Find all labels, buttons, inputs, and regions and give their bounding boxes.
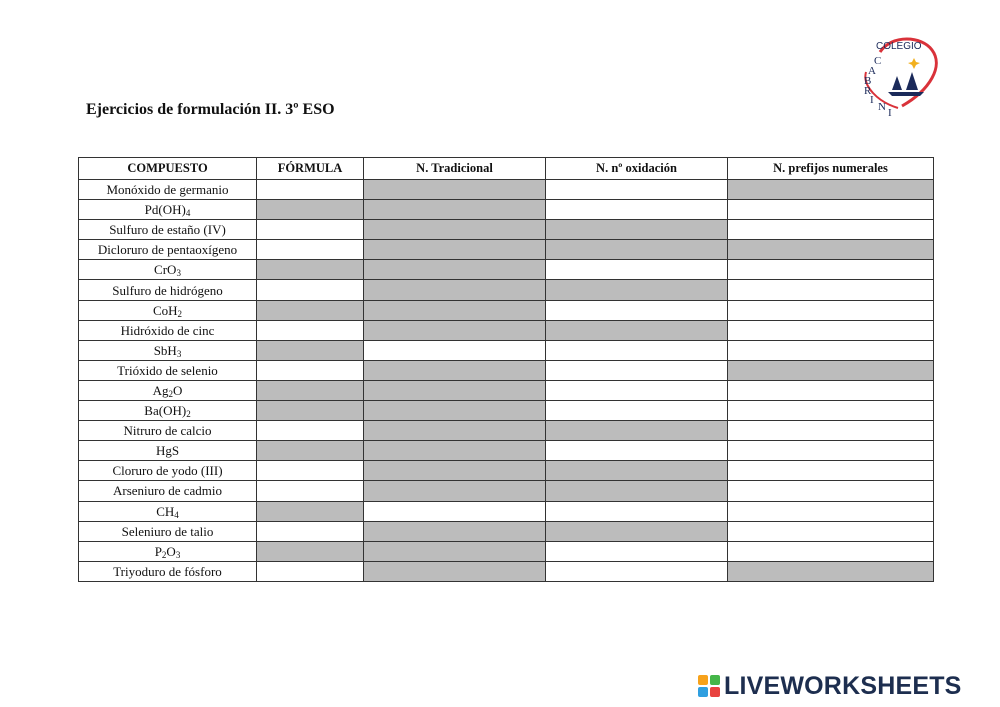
oxidacion-cell-answer[interactable] <box>546 541 728 561</box>
compound-name <box>79 401 257 421</box>
table-row <box>79 280 934 300</box>
oxidacion-cell-answer[interactable] <box>546 180 728 200</box>
formula-cell-shaded <box>257 260 364 280</box>
subscript: 3 <box>176 268 181 279</box>
compound-name <box>79 441 257 461</box>
compound-name <box>79 380 257 400</box>
table-row <box>79 260 934 280</box>
tradicional-cell-shaded <box>364 220 546 240</box>
tradicional-cell-shaded <box>364 541 546 561</box>
prefijos-cell-answer[interactable] <box>728 421 934 441</box>
logo-letter: R <box>864 85 872 97</box>
compound-name <box>79 200 257 220</box>
tradicional-cell-shaded <box>364 481 546 501</box>
oxidacion-cell-shaded <box>546 421 728 441</box>
prefijos-cell-answer[interactable] <box>728 441 934 461</box>
table-row <box>79 300 934 320</box>
header-tradicional: N. Tradicional <box>364 158 546 180</box>
subscript: 2 <box>186 409 191 420</box>
table-row <box>79 401 934 421</box>
compound-name <box>79 280 257 300</box>
tradicional-cell-shaded <box>364 360 546 380</box>
prefijos-cell-answer[interactable] <box>728 300 934 320</box>
subscript: 4 <box>174 509 179 520</box>
table-row <box>79 180 934 200</box>
liveworksheets-brand: LIVEWORKSHEETS <box>724 671 962 700</box>
name-part: CoH <box>152 302 178 318</box>
name-part: Cloruro de yodo (III) <box>112 463 223 479</box>
logo-colegio-text: COLEGIO <box>876 41 922 52</box>
prefijos-cell-shaded <box>728 360 934 380</box>
formula-cell-answer[interactable] <box>257 521 364 541</box>
name-part: Monóxido de germanio <box>106 182 229 198</box>
name-part: SbH <box>153 342 177 358</box>
subscript: 3 <box>175 549 181 560</box>
prefijos-cell-shaded <box>728 180 934 200</box>
compound-name <box>79 300 257 320</box>
oxidacion-cell-answer[interactable] <box>546 380 728 400</box>
compound-name <box>79 180 257 200</box>
oxidacion-cell-shaded <box>546 280 728 300</box>
logo-square <box>698 687 708 697</box>
logo-letter: N <box>878 101 886 113</box>
tradicional-cell-shaded <box>364 240 546 260</box>
prefijos-cell-answer[interactable] <box>728 461 934 481</box>
oxidacion-cell-answer[interactable] <box>546 360 728 380</box>
table-row <box>79 481 934 501</box>
prefijos-cell-answer[interactable] <box>728 320 934 340</box>
name-part: O <box>173 382 183 398</box>
tradicional-cell-shaded <box>364 441 546 461</box>
tradicional-cell-shaded <box>364 521 546 541</box>
compound-name <box>79 260 257 280</box>
formula-cell-shaded <box>257 200 364 220</box>
tradicional-cell-shaded <box>364 180 546 200</box>
subscript: 2 <box>168 388 173 399</box>
prefijos-cell-answer[interactable] <box>728 260 934 280</box>
oxidacion-cell-shaded <box>546 240 728 260</box>
compound-name <box>79 320 257 340</box>
tradicional-cell-shaded <box>364 461 546 481</box>
formula-cell-answer[interactable] <box>257 220 364 240</box>
name-part: Arseniuro de cadmio <box>112 483 223 499</box>
oxidacion-cell-answer[interactable] <box>546 260 728 280</box>
table-row <box>79 380 934 400</box>
table-row <box>79 200 934 220</box>
prefijos-cell-answer[interactable] <box>728 541 934 561</box>
logo-letter: C <box>874 55 882 67</box>
name-part: CrO <box>154 262 177 278</box>
tradicional-cell-shaded <box>364 280 546 300</box>
name-part: Hidróxido de cinc <box>120 322 215 338</box>
compound-name <box>79 481 257 501</box>
liveworksheets-logo-icon <box>698 675 720 697</box>
prefijos-cell-answer[interactable] <box>728 380 934 400</box>
oxidacion-cell-shaded <box>546 461 728 481</box>
table-row <box>79 340 934 360</box>
logo-square <box>710 675 720 685</box>
tradicional-cell-answer[interactable] <box>364 340 546 360</box>
formula-cell-answer[interactable] <box>257 360 364 380</box>
logo-square <box>698 675 708 685</box>
prefijos-cell-answer[interactable] <box>728 220 934 240</box>
name-part: Seleniuro de talio <box>121 523 214 539</box>
compound-name <box>79 501 257 521</box>
formula-cell-shaded <box>257 380 364 400</box>
compound-name <box>79 340 257 360</box>
name-part: CH <box>156 503 175 519</box>
formula-cell-shaded <box>257 340 364 360</box>
table-row <box>79 461 934 481</box>
oxidacion-cell-shaded <box>546 521 728 541</box>
subscript: 4 <box>185 208 191 219</box>
subscript: 2 <box>161 549 167 560</box>
prefijos-cell-answer[interactable] <box>728 340 934 360</box>
oxidacion-cell-answer[interactable] <box>546 401 728 421</box>
name-part: Sulfuro de hidrógeno <box>112 282 223 298</box>
name-part: Sulfuro de estaño (IV) <box>109 222 226 238</box>
tradicional-cell-shaded <box>364 260 546 280</box>
formula-cell-shaded <box>257 441 364 461</box>
tradicional-cell-shaded <box>364 200 546 220</box>
prefijos-cell-answer[interactable] <box>728 280 934 300</box>
table-row <box>79 561 934 581</box>
formula-cell-shaded <box>257 541 364 561</box>
header-oxidacion: N. nº oxidación <box>546 158 728 180</box>
logo-square <box>710 687 720 697</box>
formula-cell-answer[interactable] <box>257 561 364 581</box>
formula-cell-answer[interactable] <box>257 280 364 300</box>
worksheet-title: Ejercicios de formulación II. 3º ESO <box>86 101 335 118</box>
name-part: HgS <box>155 443 180 459</box>
compound-name <box>79 541 257 561</box>
compound-name <box>79 561 257 581</box>
table-row <box>79 441 934 461</box>
oxidacion-cell-answer[interactable] <box>546 501 728 521</box>
oxidacion-cell-answer[interactable] <box>546 200 728 220</box>
header-compuesto: COMPUESTO <box>79 158 257 180</box>
logo-letter: I <box>870 94 874 106</box>
formula-cell-answer[interactable] <box>257 180 364 200</box>
name-part: Trióxido de selenio <box>117 362 218 378</box>
compound-name <box>79 521 257 541</box>
logo-letter: I <box>888 107 892 118</box>
prefijos-cell-answer[interactable] <box>728 401 934 421</box>
table-header-row <box>79 158 934 180</box>
compound-name <box>79 220 257 240</box>
formula-cell-shaded <box>257 501 364 521</box>
formulation-table <box>78 157 934 582</box>
table-row <box>79 501 934 521</box>
prefijos-cell-shaded <box>728 561 934 581</box>
tradicional-cell-shaded <box>364 380 546 400</box>
formula-cell-answer[interactable] <box>257 320 364 340</box>
tradicional-cell-shaded <box>364 561 546 581</box>
name-part: Nitruro de calcio <box>123 423 212 439</box>
oxidacion-cell-answer[interactable] <box>546 561 728 581</box>
oxidacion-cell-shaded <box>546 220 728 240</box>
header-prefijos: N. prefijos numerales <box>728 158 934 180</box>
name-part: O <box>166 543 176 559</box>
oxidacion-cell-answer[interactable] <box>546 441 728 461</box>
oxidacion-cell-shaded <box>546 481 728 501</box>
compound-name <box>79 461 257 481</box>
formula-cell-answer[interactable] <box>257 240 364 260</box>
formula-cell-shaded <box>257 401 364 421</box>
logo-letter: A <box>868 65 876 77</box>
formula-cell-shaded <box>257 300 364 320</box>
tradicional-cell-shaded <box>364 300 546 320</box>
formula-cell-answer[interactable] <box>257 421 364 441</box>
name-part: P <box>154 543 162 559</box>
oxidacion-cell-shaded <box>546 320 728 340</box>
compound-name <box>79 240 257 260</box>
formula-cell-answer[interactable] <box>257 481 364 501</box>
tradicional-cell-shaded <box>364 421 546 441</box>
formula-cell-answer[interactable] <box>257 461 364 481</box>
table-row <box>79 240 934 260</box>
prefijos-cell-answer[interactable] <box>728 501 934 521</box>
compound-name <box>79 360 257 380</box>
prefijos-cell-shaded <box>728 240 934 260</box>
table-row <box>79 421 934 441</box>
tradicional-cell-answer[interactable] <box>364 501 546 521</box>
subscript: 3 <box>176 348 182 359</box>
liveworksheets-footer <box>698 673 962 699</box>
table-row <box>79 220 934 240</box>
table-row <box>79 541 934 561</box>
oxidacion-cell-answer[interactable] <box>546 300 728 320</box>
tradicional-cell-shaded <box>364 401 546 421</box>
prefijos-cell-answer[interactable] <box>728 521 934 541</box>
compound-name <box>79 421 257 441</box>
logo-letter: B <box>864 75 872 87</box>
table-row <box>79 320 934 340</box>
table-row <box>79 360 934 380</box>
name-part: Pd(OH) <box>144 202 186 218</box>
name-part: Triyoduro de fósforo <box>113 563 222 579</box>
colegio-cabrini-logo <box>852 32 940 118</box>
subscript: 2 <box>177 308 183 319</box>
oxidacion-cell-answer[interactable] <box>546 340 728 360</box>
name-part: Dicloruro de pentaoxígeno <box>97 242 238 258</box>
table-row <box>79 521 934 541</box>
name-part: Ag <box>152 382 169 398</box>
header-formula: FÓRMULA <box>257 158 364 180</box>
name-part: Ba(OH) <box>144 403 187 419</box>
prefijos-cell-answer[interactable] <box>728 200 934 220</box>
prefijos-cell-answer[interactable] <box>728 481 934 501</box>
tradicional-cell-shaded <box>364 320 546 340</box>
